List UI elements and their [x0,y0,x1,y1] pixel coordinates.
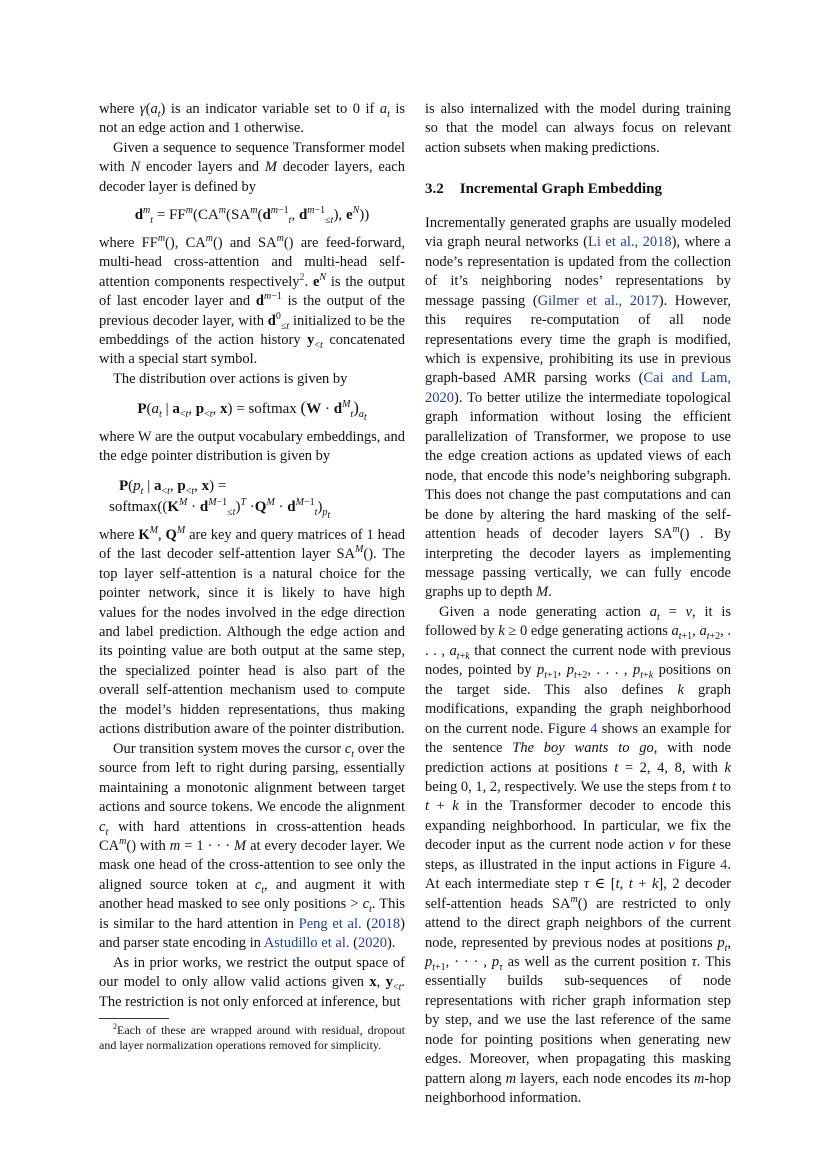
paragraph-vocab: where W are the output vocabulary embeddings, and the edge pointer distribution is given by [99,428,405,465]
footnote-mark: 2 [113,1022,117,1032]
citation-gilmer[interactable]: Gilmer et al., 2017 [537,292,659,309]
citation-astudillo-year[interactable]: 2020 [357,935,387,952]
example-sentence: The boy wants to go [512,740,654,757]
paragraph-internalized: is also internalized with the model during training so that the model can always focus on relevant action subsets when making predictions. [425,101,731,156]
footnote-divider [99,1018,169,1019]
section-number: 3.2 [425,181,444,198]
paragraph-gamma: where $\gamma(a_t)$ is an indicator variable set to 0 if $a_t$ is not an edge action and 1 otherwise. [99,101,406,137]
paragraph-transition-system: Our transition system moves the cursor $c_t$ over the source from left to right during parsing, essentially maintaining a monotonic alignment between target actions and source tokens. We encode the alignment $c_t$ with hard attentions in cross-attention heads $CA^m()$ with m = 1 · · · M at every decoder layer. We mask one head of the cross-attention to see only the aligned source token at $c_t$, and augment it with another head masked to see only positions > $c_t$. This is similar to the hard attention in Peng et al. (2018) and parser state encoding in Astudillo et al. (2020). [99,740,405,952]
footnote-ref[interactable]: 2 [299,271,305,283]
citation-peng-year[interactable]: 2018 [371,915,401,932]
paragraph-restriction: As in prior works, we restrict the output space of our model to only allow valid actions given x, $y_{<t}$. The restriction is not only enforced at inference, but [99,954,406,1010]
equation-pointer-distribution: $P(p_t$ | $a_{<t}$, $p_{<t}$, x) = $softmax((K^M \cdot d^{M-1}_{\le t})^T \cdot Q^M \cdot d^{M-1}_t)_{p_t}$ [109,477,331,521]
paragraph-node-generating: Given a node generating action $a_t = v$, it is followed by k ≥ 0 edge generating actions $a_{t+1}$, $a_{t+2}$, . . . , $a_{t+k}$ that connect the current node with previous nodes, pointed by $p_{t+1}$, $p_{t+2}$, . . . , $p_{t+k}$ positions on the target side. This also defines k graph modifications, expanding the graph neighborhood on the current node. Figure 4 shows an example for the sentence The boy wants to go, with node prediction actions at positions t = 2, 4, 8, with k being 0, 1, 2, respectively. We use the steps from t to t + k in the Transformer decoder to encode this expanding neighborhood. In particular, we fix the decoder input as the current node action v for these steps, as illustrated in the input actions in Figure 4. At each intermediate step τ ∈ [t, t + k], 2 decoder self-attention heads $SA^m()$ are restricted to only attend to the direct graph neighbors of the current node, represented by previous nodes at positions $p_t$, $p_{t+1}$, · · · , $p_\tau$ as well as the current position τ. This essentially builds sub-sequences of node representations with richer graph information step by step, and we use the last reference of the same node for pointing positions when generating new edges. Moreover, when propagating this masking pattern along m layers, each node encodes its m-hop neighborhood information. [425,603,732,1107]
left-column [99,100,405,1053]
paragraph-pointer-head: where $K^M$, $Q^M$ are key and query matrices of 1 head of the last decoder self-attention layer $SA^M()$. The top layer self-attention is a natural choice for the pointer network, since it is likely to have high values for the nodes involved in the edge direction and label prediction. Although the edge action and its pointing value are both output at the same step, the specialized pointer head is also part of the overall self-attention mechanism used to compute the model’s hidden representations, thus making actions distribution aware of the pointer distribution. [99,524,406,738]
paragraph-components: where $FF^m()$, $CA^m()$ and $SA^m()$ are feed-forward, multi-head cross-attention and multi-head self-attention components respectively$^2$. $e^N$ is the output of last encoder layer and $d^{m-1}$ is the output of the previous decoder layer, with $d^0_{\le t}$ initialized to be the embeddings of the action history $y_{<t}$ concatenated with a special start symbol. [99,232,405,368]
right-column [425,100,731,1109]
citation-cai[interactable]: Cai and Lam, 2020 [425,370,731,406]
equation-decoder-layer: $d^m_t = FF^m(CA^m(SA^m(d^{m-1}_t$, $d^{m-1}_{\le t}$), $e^N$)) [134,205,370,227]
equation-action-distribution: $P(a_t$ | $a_{<t}$, $p_{<t}$, x) = softmax $(W \cdot d^M_t)_{a_t}$ [137,398,367,424]
footnote-text: Each of these are wrapped around with residual, dropout and layer normalization operations removed for simplicity. [99,1023,405,1053]
section-heading [425,180,731,199]
figure-ref-2[interactable]: 4 [720,856,728,873]
paragraph-distribution: The distribution over actions is given by [113,370,348,387]
figure-ref[interactable]: 4 [590,720,598,737]
paragraph-transformer-intro: Given a sequence to sequence Transformer model with N encoder layers and M decoder layers, each decoder layer is defined by [99,139,405,195]
citation-li[interactable]: Li et al., 2018 [588,234,672,251]
footnote [99,1023,405,1053]
section-title: Incremental Graph Embedding [459,181,662,198]
citation-peng[interactable]: Peng et al. [298,915,362,932]
paragraph-incremental-graphs: Incrementally generated graphs are usually modeled via graph neural networks (Li et al., 2018), where a node’s representation is updated from the collection of it’s neighboring nodes’ representations by message passing (Gilmer et al., 2017). However, this requires re-computation of all node representations every time the graph is modified, which is expensive, prohibiting its use in previous graph-based AMR parsing works (Cai and Lam, 2020). To better utilize the intermediate topological graph information without losing the efficient parallelization of Transformer, we propose to use the edge creation actions as updated views of each node, that encode this node’s neighboring subgraph. This does not change the past computations and can be done by altering the hard masking of the self-attention heads of decoder layers $SA^m()$ . By interpreting the decoder layers as implementing message passing vertically, we can fully encode graphs up to depth M. [425,214,731,601]
citation-astudillo[interactable]: Astudillo et al. [263,935,350,952]
